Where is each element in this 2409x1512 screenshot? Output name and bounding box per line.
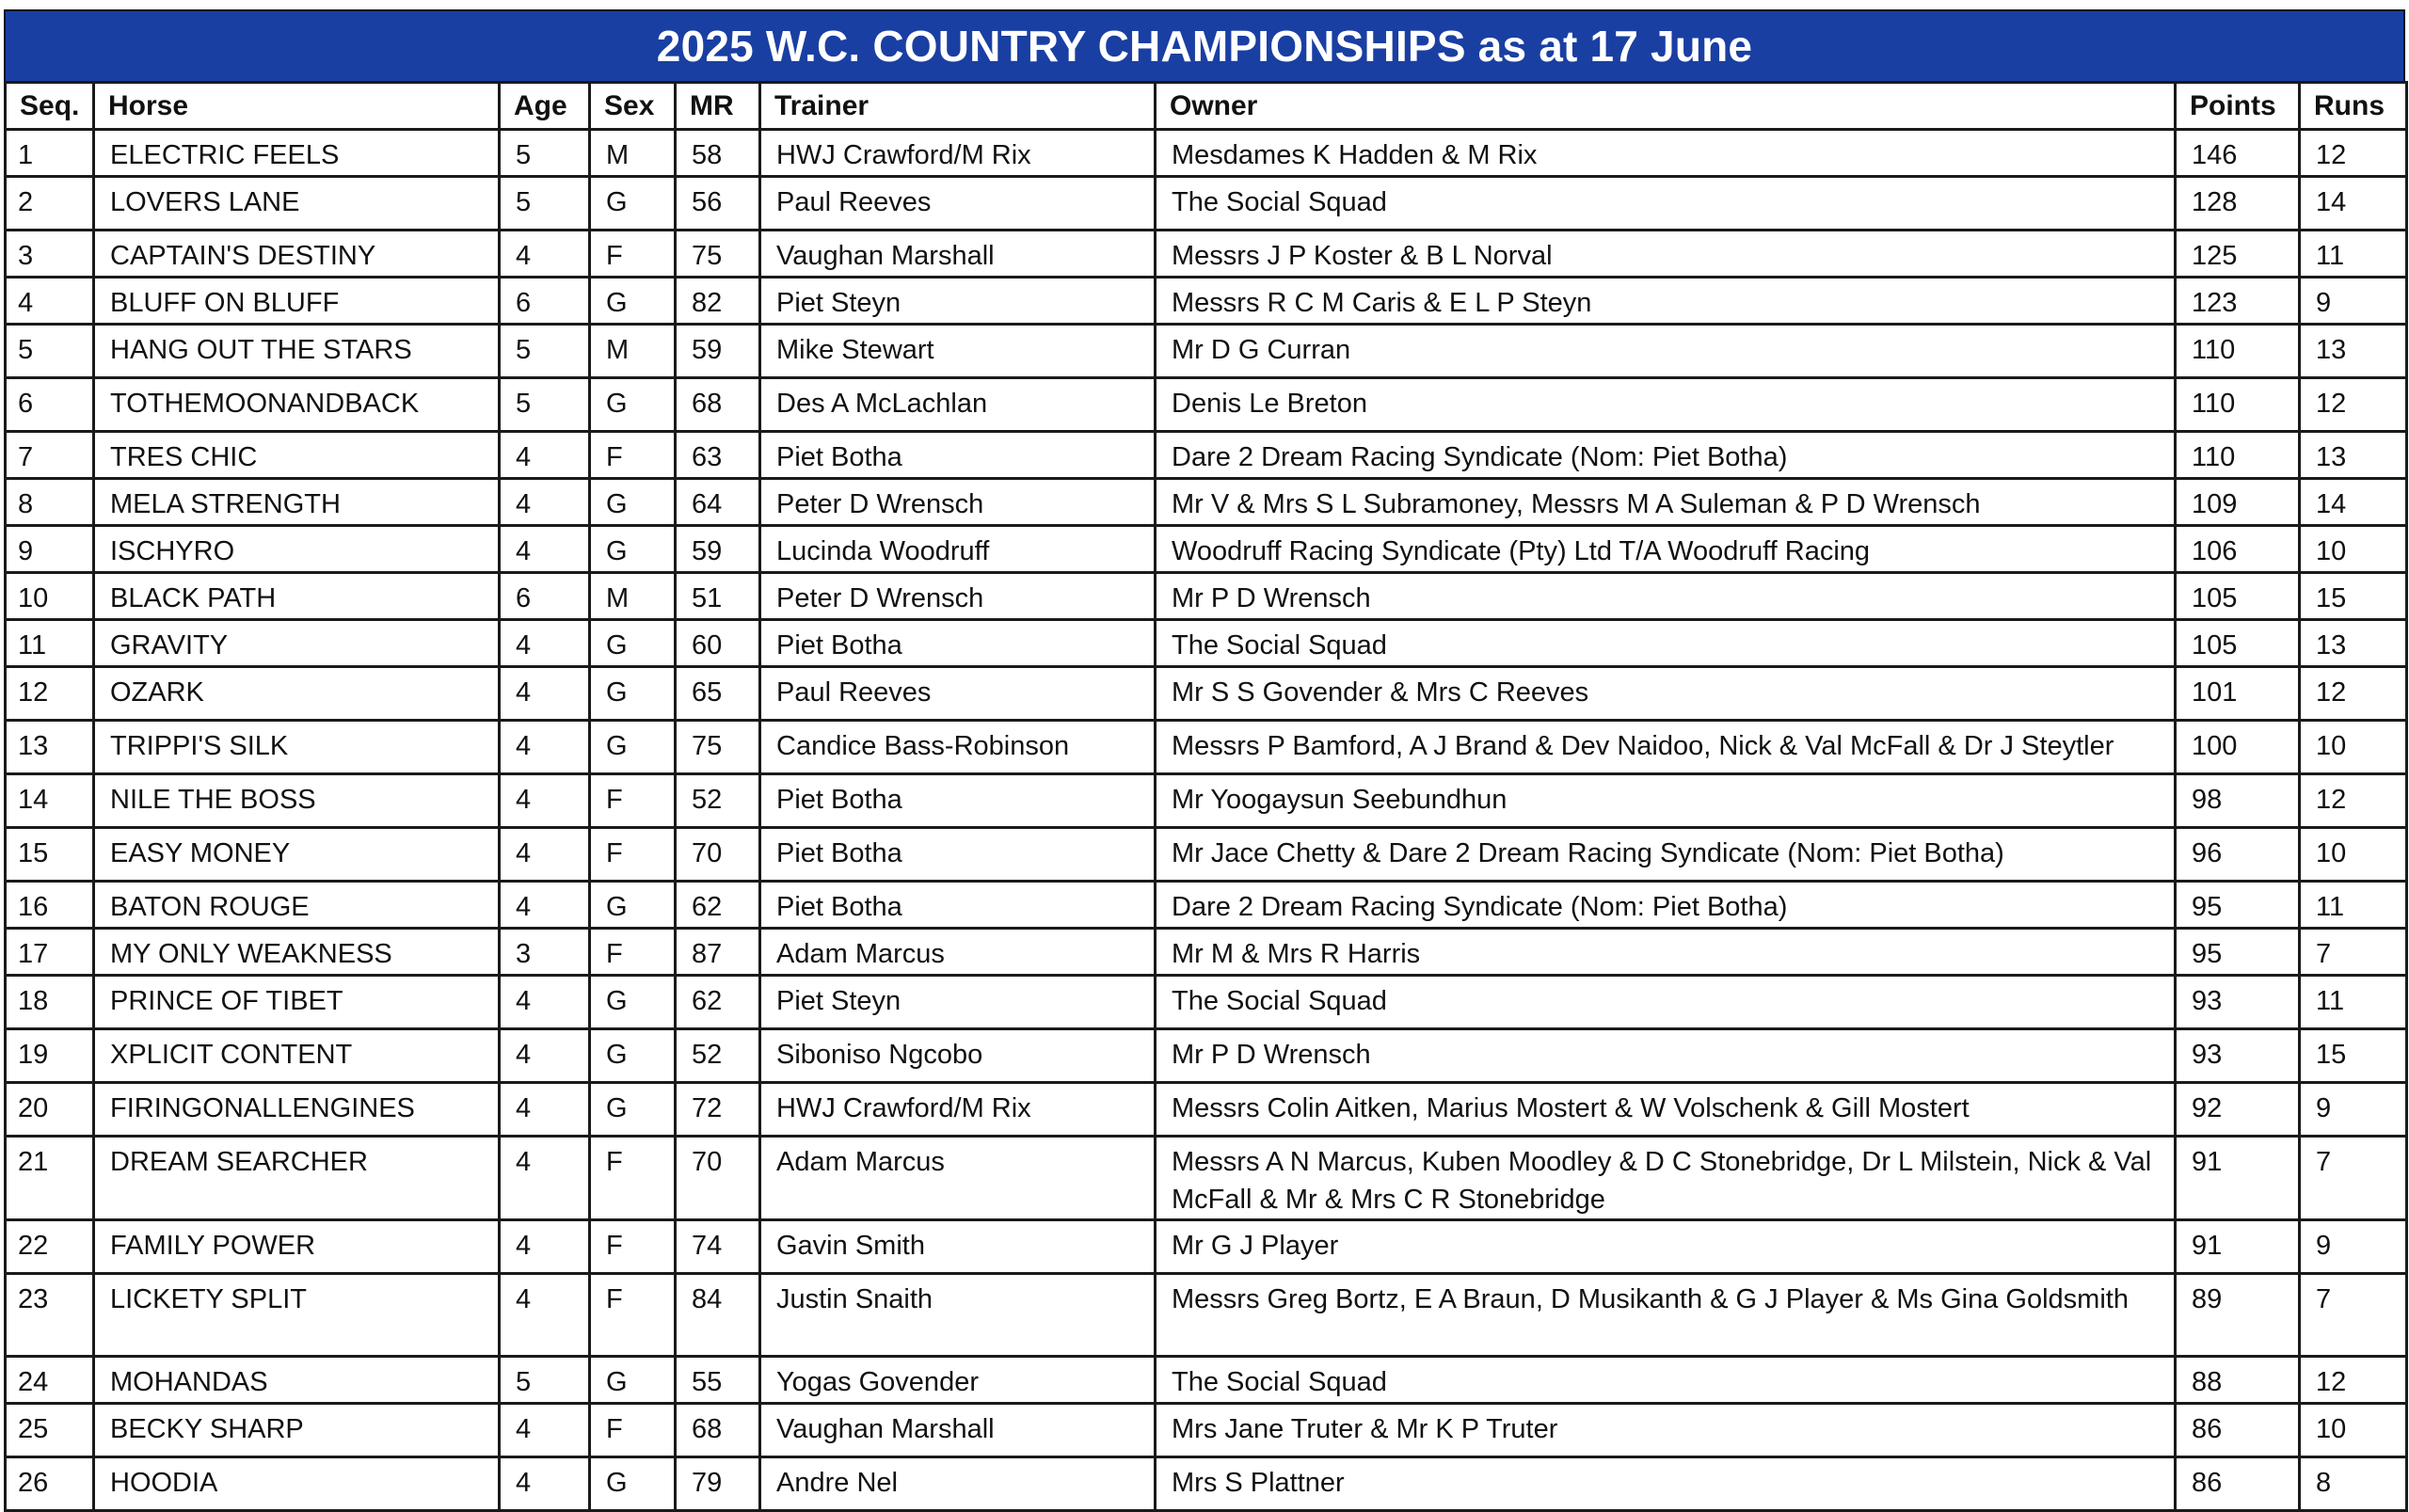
cell-sex: F (590, 1220, 676, 1274)
cell-runs: 10 (2300, 526, 2407, 573)
cell-owner: Denis Le Breton (1156, 378, 2176, 432)
cell-points: 110 (2176, 432, 2300, 479)
cell-trainer: Paul Reeves (760, 177, 1156, 231)
cell-age: 4 (500, 1457, 590, 1511)
cell-points: 125 (2176, 231, 2300, 278)
cell-owner: Mrs S Plattner (1156, 1457, 2176, 1511)
cell-seq: 20 (6, 1083, 94, 1137)
table-row (6, 130, 2407, 177)
cell-runs: 13 (2300, 432, 2407, 479)
cell-runs: 12 (2300, 378, 2407, 432)
cell-age: 4 (500, 620, 590, 667)
cell-owner: Messrs J P Koster & B L Norval (1156, 231, 2176, 278)
cell-seq: 1 (6, 130, 94, 177)
cell-mr: 75 (676, 721, 760, 774)
cell-sex: G (590, 177, 676, 231)
cell-points: 98 (2176, 774, 2300, 828)
cell-mr: 87 (676, 929, 760, 976)
cell-age: 4 (500, 828, 590, 882)
cell-horse: ELECTRIC FEELS (94, 130, 500, 177)
cell-mr: 52 (676, 774, 760, 828)
table-row (6, 774, 2407, 828)
cell-owner: The Social Squad (1156, 177, 2176, 231)
cell-mr: 84 (676, 1274, 760, 1357)
cell-seq: 13 (6, 721, 94, 774)
cell-horse: HOODIA (94, 1457, 500, 1511)
table-row (6, 526, 2407, 573)
cell-trainer: Lucinda Woodruff (760, 526, 1156, 573)
cell-owner: Dare 2 Dream Racing Syndicate (Nom: Piet Botha) (1156, 432, 2176, 479)
cell-sex: G (590, 976, 676, 1029)
cell-horse: BATON ROUGE (94, 882, 500, 929)
cell-seq: 3 (6, 231, 94, 278)
cell-trainer: Vaughan Marshall (760, 231, 1156, 278)
cell-seq: 19 (6, 1029, 94, 1083)
col-header-trainer: Trainer (760, 83, 1156, 130)
cell-age: 3 (500, 929, 590, 976)
cell-seq: 25 (6, 1404, 94, 1457)
cell-owner: Messrs Colin Aitken, Marius Mostert & W Volschenk & Gill Mostert (1156, 1083, 2176, 1137)
cell-owner: Dare 2 Dream Racing Syndicate (Nom: Piet Botha) (1156, 882, 2176, 929)
cell-sex: F (590, 828, 676, 882)
cell-mr: 56 (676, 177, 760, 231)
table-row (6, 929, 2407, 976)
cell-mr: 62 (676, 976, 760, 1029)
cell-horse: MOHANDAS (94, 1357, 500, 1404)
cell-runs: 12 (2300, 1357, 2407, 1404)
cell-runs: 8 (2300, 1457, 2407, 1511)
cell-age: 4 (500, 774, 590, 828)
table-row (6, 721, 2407, 774)
cell-seq: 7 (6, 432, 94, 479)
cell-runs: 11 (2300, 882, 2407, 929)
cell-trainer: Peter D Wrensch (760, 479, 1156, 526)
cell-points: 101 (2176, 667, 2300, 721)
cell-seq: 18 (6, 976, 94, 1029)
cell-trainer: Piet Botha (760, 432, 1156, 479)
col-header-points: Points (2176, 83, 2300, 130)
cell-mr: 52 (676, 1029, 760, 1083)
cell-points: 95 (2176, 882, 2300, 929)
page-title: 2025 W.C. COUNTRY CHAMPIONSHIPS as at 17 June (4, 9, 2405, 81)
cell-seq: 26 (6, 1457, 94, 1511)
cell-seq: 24 (6, 1357, 94, 1404)
cell-trainer: Justin Snaith (760, 1274, 1156, 1357)
cell-sex: G (590, 721, 676, 774)
cell-mr: 79 (676, 1457, 760, 1511)
cell-points: 146 (2176, 130, 2300, 177)
cell-horse: MELA STRENGTH (94, 479, 500, 526)
cell-mr: 68 (676, 378, 760, 432)
cell-age: 4 (500, 1029, 590, 1083)
table-row (6, 479, 2407, 526)
cell-horse: BECKY SHARP (94, 1404, 500, 1457)
cell-runs: 9 (2300, 278, 2407, 325)
cell-sex: F (590, 231, 676, 278)
table-row (6, 667, 2407, 721)
cell-runs: 7 (2300, 929, 2407, 976)
cell-trainer: Piet Steyn (760, 278, 1156, 325)
cell-mr: 59 (676, 325, 760, 378)
cell-owner: Mrs Jane Truter & Mr K P Truter (1156, 1404, 2176, 1457)
col-header-seq: Seq. (6, 83, 94, 130)
cell-seq: 10 (6, 573, 94, 620)
cell-horse: TOTHEMOONANDBACK (94, 378, 500, 432)
cell-age: 4 (500, 526, 590, 573)
cell-sex: G (590, 620, 676, 667)
cell-age: 5 (500, 1357, 590, 1404)
cell-trainer: Vaughan Marshall (760, 1404, 1156, 1457)
cell-runs: 14 (2300, 177, 2407, 231)
table-row (6, 1457, 2407, 1511)
cell-horse: LICKETY SPLIT (94, 1274, 500, 1357)
cell-horse: EASY MONEY (94, 828, 500, 882)
table-row (6, 1274, 2407, 1357)
cell-trainer: HWJ Crawford/M Rix (760, 1083, 1156, 1137)
cell-trainer: Yogas Govender (760, 1357, 1156, 1404)
cell-horse: FAMILY POWER (94, 1220, 500, 1274)
cell-trainer: Paul Reeves (760, 667, 1156, 721)
cell-trainer: Adam Marcus (760, 1137, 1156, 1220)
cell-points: 109 (2176, 479, 2300, 526)
cell-horse: GRAVITY (94, 620, 500, 667)
cell-horse: TRIPPI'S SILK (94, 721, 500, 774)
cell-points: 86 (2176, 1457, 2300, 1511)
cell-points: 123 (2176, 278, 2300, 325)
cell-age: 4 (500, 667, 590, 721)
cell-trainer: Andre Nel (760, 1457, 1156, 1511)
cell-owner: Mesdames K Hadden & M Rix (1156, 130, 2176, 177)
cell-trainer: Siboniso Ngcobo (760, 1029, 1156, 1083)
cell-owner: Mr M & Mrs R Harris (1156, 929, 2176, 976)
header-row (6, 83, 2407, 130)
cell-runs: 7 (2300, 1137, 2407, 1220)
cell-runs: 13 (2300, 620, 2407, 667)
cell-trainer: Piet Steyn (760, 976, 1156, 1029)
cell-points: 92 (2176, 1083, 2300, 1137)
col-header-age: Age (500, 83, 590, 130)
cell-trainer: Gavin Smith (760, 1220, 1156, 1274)
cell-sex: M (590, 325, 676, 378)
cell-trainer: Piet Botha (760, 828, 1156, 882)
cell-seq: 2 (6, 177, 94, 231)
cell-seq: 8 (6, 479, 94, 526)
cell-sex: M (590, 130, 676, 177)
cell-points: 106 (2176, 526, 2300, 573)
col-header-runs: Runs (2300, 83, 2407, 130)
cell-trainer: Adam Marcus (760, 929, 1156, 976)
cell-age: 4 (500, 1404, 590, 1457)
table-row (6, 1083, 2407, 1137)
cell-age: 4 (500, 231, 590, 278)
cell-mr: 65 (676, 667, 760, 721)
cell-trainer: HWJ Crawford/M Rix (760, 130, 1156, 177)
table-row (6, 231, 2407, 278)
cell-runs: 11 (2300, 231, 2407, 278)
table-row (6, 1357, 2407, 1404)
cell-points: 86 (2176, 1404, 2300, 1457)
cell-horse: TRES CHIC (94, 432, 500, 479)
cell-sex: F (590, 929, 676, 976)
col-header-mr: MR (676, 83, 760, 130)
cell-owner: The Social Squad (1156, 620, 2176, 667)
cell-runs: 7 (2300, 1274, 2407, 1357)
cell-runs: 15 (2300, 1029, 2407, 1083)
col-header-horse: Horse (94, 83, 500, 130)
cell-owner: The Social Squad (1156, 976, 2176, 1029)
cell-sex: M (590, 573, 676, 620)
table-row (6, 432, 2407, 479)
cell-trainer: Piet Botha (760, 620, 1156, 667)
cell-mr: 74 (676, 1220, 760, 1274)
cell-age: 4 (500, 882, 590, 929)
cell-sex: G (590, 1357, 676, 1404)
table-row (6, 325, 2407, 378)
cell-horse: HANG OUT THE STARS (94, 325, 500, 378)
table-row (6, 573, 2407, 620)
cell-mr: 70 (676, 1137, 760, 1220)
cell-runs: 9 (2300, 1083, 2407, 1137)
cell-mr: 63 (676, 432, 760, 479)
cell-points: 91 (2176, 1137, 2300, 1220)
cell-age: 4 (500, 976, 590, 1029)
cell-mr: 51 (676, 573, 760, 620)
cell-sex: F (590, 1274, 676, 1357)
cell-mr: 60 (676, 620, 760, 667)
cell-sex: F (590, 1404, 676, 1457)
cell-owner: Messrs A N Marcus, Kuben Moodley & D C Stonebridge, Dr L Milstein, Nick & Val McFall & Mr & Mrs C R Stonebridge (1156, 1137, 2176, 1220)
cell-horse: MY ONLY WEAKNESS (94, 929, 500, 976)
cell-sex: F (590, 1137, 676, 1220)
cell-runs: 14 (2300, 479, 2407, 526)
cell-mr: 75 (676, 231, 760, 278)
table-row (6, 1404, 2407, 1457)
cell-owner: Mr P D Wrensch (1156, 573, 2176, 620)
cell-owner: Messrs P Bamford, A J Brand & Dev Naidoo, Nick & Val McFall & Dr J Steytler (1156, 721, 2176, 774)
cell-mr: 64 (676, 479, 760, 526)
cell-age: 5 (500, 378, 590, 432)
cell-age: 6 (500, 573, 590, 620)
cell-sex: G (590, 1457, 676, 1511)
cell-age: 4 (500, 1274, 590, 1357)
cell-runs: 10 (2300, 828, 2407, 882)
cell-runs: 12 (2300, 774, 2407, 828)
cell-points: 128 (2176, 177, 2300, 231)
cell-owner: Messrs Greg Bortz, E A Braun, D Musikanth & G J Player & Ms Gina Goldsmith (1156, 1274, 2176, 1357)
cell-age: 6 (500, 278, 590, 325)
cell-points: 93 (2176, 1029, 2300, 1083)
cell-horse: DREAM SEARCHER (94, 1137, 500, 1220)
cell-horse: OZARK (94, 667, 500, 721)
cell-seq: 22 (6, 1220, 94, 1274)
cell-points: 105 (2176, 573, 2300, 620)
cell-trainer: Piet Botha (760, 882, 1156, 929)
cell-runs: 15 (2300, 573, 2407, 620)
cell-mr: 58 (676, 130, 760, 177)
cell-owner: Mr S S Govender & Mrs C Reeves (1156, 667, 2176, 721)
cell-horse: FIRINGONALLENGINES (94, 1083, 500, 1137)
cell-trainer: Mike Stewart (760, 325, 1156, 378)
standings-sheet (4, 9, 2405, 1512)
cell-sex: G (590, 378, 676, 432)
cell-seq: 23 (6, 1274, 94, 1357)
cell-runs: 13 (2300, 325, 2407, 378)
cell-sex: G (590, 1083, 676, 1137)
cell-sex: F (590, 432, 676, 479)
cell-horse: ISCHYRO (94, 526, 500, 573)
cell-age: 4 (500, 432, 590, 479)
table-row (6, 620, 2407, 667)
cell-points: 110 (2176, 325, 2300, 378)
table-row (6, 278, 2407, 325)
cell-horse: PRINCE OF TIBET (94, 976, 500, 1029)
cell-sex: G (590, 667, 676, 721)
cell-trainer: Piet Botha (760, 774, 1156, 828)
cell-owner: Messrs R C M Caris & E L P Steyn (1156, 278, 2176, 325)
cell-points: 110 (2176, 378, 2300, 432)
cell-sex: G (590, 526, 676, 573)
cell-age: 4 (500, 1137, 590, 1220)
cell-mr: 62 (676, 882, 760, 929)
cell-sex: F (590, 774, 676, 828)
cell-seq: 9 (6, 526, 94, 573)
cell-runs: 9 (2300, 1220, 2407, 1274)
cell-seq: 6 (6, 378, 94, 432)
cell-runs: 11 (2300, 976, 2407, 1029)
cell-sex: G (590, 479, 676, 526)
cell-owner: Mr Jace Chetty & Dare 2 Dream Racing Syndicate (Nom: Piet Botha) (1156, 828, 2176, 882)
table-row (6, 378, 2407, 432)
cell-points: 105 (2176, 620, 2300, 667)
cell-points: 95 (2176, 929, 2300, 976)
cell-seq: 5 (6, 325, 94, 378)
cell-seq: 4 (6, 278, 94, 325)
cell-sex: G (590, 1029, 676, 1083)
cell-mr: 59 (676, 526, 760, 573)
cell-mr: 70 (676, 828, 760, 882)
cell-points: 96 (2176, 828, 2300, 882)
cell-owner: Mr Yoogaysun Seebundhun (1156, 774, 2176, 828)
cell-seq: 11 (6, 620, 94, 667)
cell-horse: BLACK PATH (94, 573, 500, 620)
standings-table (4, 81, 2408, 1512)
col-header-owner: Owner (1156, 83, 2176, 130)
cell-points: 91 (2176, 1220, 2300, 1274)
cell-points: 100 (2176, 721, 2300, 774)
cell-runs: 12 (2300, 667, 2407, 721)
cell-horse: NILE THE BOSS (94, 774, 500, 828)
cell-seq: 15 (6, 828, 94, 882)
cell-seq: 17 (6, 929, 94, 976)
cell-age: 4 (500, 721, 590, 774)
cell-horse: CAPTAIN'S DESTINY (94, 231, 500, 278)
cell-age: 4 (500, 1220, 590, 1274)
cell-owner: Mr D G Curran (1156, 325, 2176, 378)
cell-owner: Mr G J Player (1156, 1220, 2176, 1274)
table-row (6, 828, 2407, 882)
cell-seq: 21 (6, 1137, 94, 1220)
cell-sex: G (590, 882, 676, 929)
cell-seq: 16 (6, 882, 94, 929)
cell-trainer: Peter D Wrensch (760, 573, 1156, 620)
cell-mr: 68 (676, 1404, 760, 1457)
cell-points: 89 (2176, 1274, 2300, 1357)
cell-runs: 10 (2300, 1404, 2407, 1457)
table-row (6, 1137, 2407, 1220)
cell-age: 4 (500, 479, 590, 526)
table-row (6, 177, 2407, 231)
cell-age: 4 (500, 1083, 590, 1137)
cell-age: 5 (500, 130, 590, 177)
cell-points: 88 (2176, 1357, 2300, 1404)
cell-age: 5 (500, 177, 590, 231)
table-row (6, 1220, 2407, 1274)
cell-owner: Mr P D Wrensch (1156, 1029, 2176, 1083)
cell-runs: 12 (2300, 130, 2407, 177)
cell-points: 93 (2176, 976, 2300, 1029)
table-row (6, 1029, 2407, 1083)
cell-mr: 72 (676, 1083, 760, 1137)
cell-horse: BLUFF ON BLUFF (94, 278, 500, 325)
cell-horse: LOVERS LANE (94, 177, 500, 231)
cell-trainer: Des A McLachlan (760, 378, 1156, 432)
cell-seq: 14 (6, 774, 94, 828)
cell-horse: XPLICIT CONTENT (94, 1029, 500, 1083)
table-row (6, 882, 2407, 929)
table-row (6, 976, 2407, 1029)
cell-mr: 82 (676, 278, 760, 325)
cell-seq: 12 (6, 667, 94, 721)
cell-mr: 55 (676, 1357, 760, 1404)
col-header-sex: Sex (590, 83, 676, 130)
cell-owner: The Social Squad (1156, 1357, 2176, 1404)
cell-owner: Woodruff Racing Syndicate (Pty) Ltd T/A Woodruff Racing (1156, 526, 2176, 573)
cell-owner: Mr V & Mrs S L Subramoney, Messrs M A Suleman & P D Wrensch (1156, 479, 2176, 526)
cell-sex: G (590, 278, 676, 325)
cell-age: 5 (500, 325, 590, 378)
cell-runs: 10 (2300, 721, 2407, 774)
cell-trainer: Candice Bass-Robinson (760, 721, 1156, 774)
